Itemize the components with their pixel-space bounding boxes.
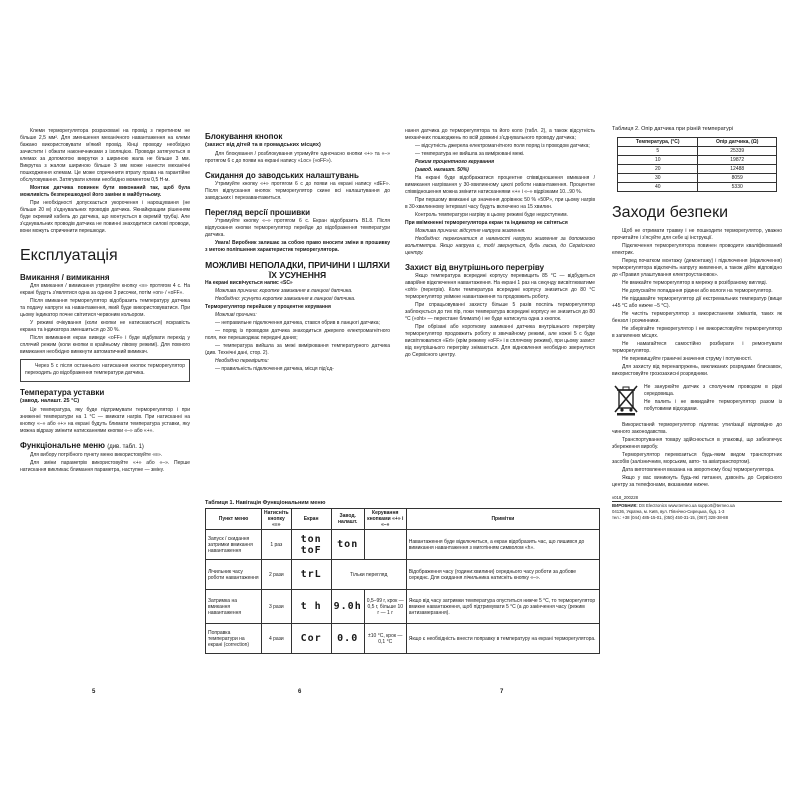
table-row <box>206 530 600 560</box>
col-header: Екран <box>291 509 331 530</box>
reset-paragraph: Утримуйте кнопку «+» протягом 6 с до появи на екрані напису «dEF». Після відпускання кнопок терморегулятор скине всі налаштування до заводських і перезавантажиться. <box>205 181 390 201</box>
disposal-text <box>644 384 782 414</box>
firmware-note: Увага! Виробник залишає за собою право вносити зміни в прошивку з метою поліпшення характеристик терморегулятора. <box>205 240 390 253</box>
overheat-paragraph: Якщо температура всередині корпусу перевищить 85 °C — відбудеться аварійне відключення навантаження. На екрані 1 раз на секунду висвітлюватиме «oht» (перегрів). Коли температура всередині корпусу знизиться до 80 °C терморегулятор увімкне навантаження та продовжить роботу. <box>405 273 595 300</box>
percent-mode-label: Режим процентного керування <box>415 159 495 165</box>
sensor-install-note: Монтаж датчика повинен бути виконаний так, щоб була можливість безперешкодної його заміни в майбутньому. <box>20 185 190 198</box>
safety-item: Терморегулятор перевозиться будь-яким видом транспортних засобів (залізничним, морським, авто- та авіатранспортом). <box>612 452 782 465</box>
heading-lock: Блокування кнопок <box>205 132 283 141</box>
safety-item: Не занурюйте датчик з сполучним проводом в рідкі середовища. <box>644 384 782 397</box>
fault-2-item: — температура вийшла за межі вимірювання температурного датчика (див. Технічні дані, стор. 2). <box>205 343 390 356</box>
cell-item: Затримка на вмикання навантаження <box>206 590 262 624</box>
segment-display: trL <box>300 569 322 580</box>
cell: 40 <box>618 183 698 192</box>
onoff-paragraph: Для вмикання / вимикання утримуйте кнопку «≡» протягом 4 с. На екрані будуть з'являтися одна за одною 3 рисочки, потім «on» / «oFF». <box>20 283 190 296</box>
cell-item: Поправка температури на екрані (correction) <box>206 624 262 654</box>
func-menu-sub: (див. табл. 1) <box>107 444 144 450</box>
safety-item: Щоб не отримати травму і не пошкодити терморегулятор, уважно прочитайте і з'ясуйте для себе ці інструкції. <box>612 228 782 241</box>
safety-item: Не зберігайте терморегулятор і не використовуйте терморегулятор в запилених місцях. <box>612 326 782 339</box>
percent-mode-paragraph: На екрані буде відображатися процентне співвідношення вмикання / вимикання нагрівання у 30-хвилинному циклі роботи навантаження. Процентне співвідношення можна змінити натисканнями «+» і «–» відрізками 10...90 %. <box>405 175 595 195</box>
page-number-7: 7 <box>500 689 504 695</box>
heading-func-menu <box>20 441 190 452</box>
cell-note: Якщо є необхідність внести поправку в температуру на екрані терморегулятора. <box>406 624 599 654</box>
table-row <box>206 590 600 624</box>
maker-info: DS Electronics www.terneo.ua support@terneo.ua <box>638 503 735 508</box>
cell: 25339 <box>698 147 777 156</box>
table-row <box>618 147 777 156</box>
cell-default: Тільки перегляд <box>331 560 406 590</box>
cell: 30 <box>618 174 698 183</box>
cell-default <box>331 530 364 560</box>
cell: 12488 <box>698 165 777 174</box>
table-row <box>618 174 777 183</box>
safety-item: Не чистіть терморегулятор з використанням хімікатів, таких як бензол і розчинники. <box>612 311 782 324</box>
col-header: Опір датчика, (Ω) <box>698 138 777 147</box>
cell-screen <box>291 624 331 654</box>
timeout-note-box <box>20 359 190 382</box>
safety-item: Перед початком монтажу (демонтажу) і підключення (відключення) терморегулятора відключіть напругу живлення, а також дійте відповідно до «Правил улаштування електроустановок». <box>612 258 782 278</box>
section-title-safety: Заходи безпеки <box>612 204 729 221</box>
cell-item: Запуск / скидання затримки вмикання навантаження <box>206 530 262 560</box>
percent-mode-paragraph: Контроль температури нагріву в цьому режимі буде недоступним. <box>415 212 568 218</box>
fault-2-title: Терморегулятор перейшов у процентне керування <box>205 304 331 310</box>
page-8 <box>612 126 782 521</box>
heading-overheat: Захист від внутрішнього перегріву <box>405 263 545 272</box>
sensor-extension-paragraph: При необхідності допускається укорочення і нарощування (не більше 20 м) з'єднувальних проводів датчика. Якнайкращим рішенням буде окремий кабель до датчика, що монтується в окремій трубці. Але з'єднувальних проводів датчика не повинні знаходитися силові проводи, вони можуть спричинити перешкоди. <box>20 200 190 234</box>
table-header-row <box>618 138 777 147</box>
fault-2-fix-item: — правильність підключення датчика, місця під'єд- <box>215 366 334 372</box>
safety-item: Транспортування товару здійснюється в упаковці, що забезпечує збереження виробу. <box>612 437 782 450</box>
segment-display: 0.0 <box>337 633 359 644</box>
func-menu-title: Функціональне меню <box>20 441 105 450</box>
segment-display: ton <box>337 539 359 550</box>
crossed-bin-icon <box>612 384 640 416</box>
table-row <box>618 183 777 192</box>
section-title-exploitation: Експлуатація <box>20 247 118 264</box>
table-1-caption: Таблиця 1. Навігація Функціональним меню <box>205 500 326 506</box>
maker-phones: тел.: +38 (044) 485-15-01, (050) 450-31-15, (067) 328-38-88 <box>612 515 728 520</box>
fault-3-title: При ввімкненні терморегулятора екран та індикатор не світяться <box>405 220 568 226</box>
percent-mode-paragraph: При першому вмиканні це значення дорівнює 50 % «50P», при цьому нагрів в 30-хвилинному інтервалі часу будуть включено на 15 хвилин. <box>405 197 595 210</box>
table-row <box>206 560 600 590</box>
safety-item: Не перевищуйте граничні значення струму і потужності. <box>622 356 752 362</box>
col-header: Примітки <box>406 509 599 530</box>
table-1 <box>205 508 600 654</box>
safety-item: Не піддавайте терморегулятор дії екстремальних температур (вище +45 °C або нижче –5 °C). <box>612 296 782 309</box>
cell: 20 <box>618 165 698 174</box>
page-number-6: 6 <box>298 689 302 695</box>
segment-display: ton <box>300 533 322 545</box>
cell-default <box>331 590 364 624</box>
table-row <box>618 156 777 165</box>
heading-firmware: Перегляд версії прошивки <box>205 208 311 217</box>
overheat-paragraph: При спрацьовуванні захисту більше 5 разів поспіль терморегулятор заблокується до тих пір, поки температура всередині корпусу не знизиться до 80 °C («oht» — перестане блимати) і не буде натиснута одна з кнопок. <box>405 302 595 322</box>
percent-mode-sub: (завод. налашт. 50%) <box>415 167 469 173</box>
cell-screen <box>291 590 331 624</box>
safety-item: Не вмикайте терморегулятор в мережу в розібраному вигляді. <box>622 280 768 286</box>
cell-screen <box>291 560 331 590</box>
fault-2-continued: — відсутність джерела електромагнітного поля поряд із проводом датчика; <box>415 143 590 149</box>
segment-display: toF <box>300 544 322 556</box>
col-header: Натисніть кнопку «≡» <box>262 509 292 530</box>
firmware-paragraph: Утримуйте кнопку «–» протягом 6 с. Екран відобразить B1.8. Після відпускання кнопки терморегулятор перейде до відображення температури датчика. <box>205 218 390 238</box>
segment-display: t h <box>300 601 322 612</box>
page-5 <box>20 128 190 475</box>
onoff-paragraph: Після вмикання терморегулятор відобразить температуру датчика та подачу напруги на навантаження, який буде використовуватися. При цьому індикатор почне світитися червоним кольором. <box>20 298 190 318</box>
doc-code: v018_200228 <box>612 495 639 500</box>
maker-line <box>612 501 782 509</box>
segment-display: Cor <box>300 633 322 644</box>
cell-press: 4 рази <box>262 624 292 654</box>
fault-2-cause: Можливі причини: <box>215 312 257 318</box>
col-header: Пункт меню <box>206 509 262 530</box>
disposal-block <box>612 384 782 416</box>
fault-3-cause: Можлива причина: відсутня напруга живлення. <box>415 228 526 234</box>
menu-navigation-table <box>205 500 600 654</box>
cell: 8059 <box>698 174 777 183</box>
cell-default <box>331 624 364 654</box>
setpoint-default: (завод. налашт. 25 °C) <box>20 398 80 404</box>
fault-1-cause: Можлива причина: коротке замикання в ланцюгі датчика. <box>215 288 353 294</box>
safety-item: Використаний терморегулятор підлягає утилізації відповідно до чинного законодавства. <box>612 422 782 435</box>
col-header: Температура, (°C) <box>618 138 698 147</box>
cell-screen <box>291 530 331 560</box>
fault-2-continued: нання датчика до терморегулятора та його коло (табл. 2), а також відсутність механічних пошкоджень по всій довжині з'єднувального проводу датчика; <box>405 128 595 141</box>
func-paragraph: Для зміни параметрів використовуйте «+» або «–». Перше натискання викликає блимання параметра, наступне — зміну. <box>20 460 190 473</box>
func-paragraph: Для вибору потрібного пункту меню використовуйте «≡». <box>30 452 163 458</box>
sensor-resistance-table <box>617 137 777 192</box>
safety-item: Для захисту від перенапружень, викликаних розрядами блискавок, використовуйте грозозахисні розрядники. <box>612 364 782 377</box>
safety-item: Не палить і не викидайте терморегулятор разом із побутовими відходами. <box>644 399 782 412</box>
col-header: Керування кнопками «+» і «–» <box>364 509 406 530</box>
cell: 19872 <box>698 156 777 165</box>
fault-2-continued: — температура не вийшла за вимірювані межі. <box>415 151 525 157</box>
maker-address: 04136, Україна, м. Київ, вул. Північно-Сирецька, буд. 1-3 <box>612 509 725 514</box>
wiring-paragraph: Клеми терморегулятора розраховані на провід з перетином не більше 2,5 мм². Для зменшення механічного навантаження на клеми бажано використовувати м'який провід. Кінці проводу необхідно зачистити і обжати наконечниками з ізоляцією. Проводи затягуються в клемах за допомогою викрутки з шириною жала не більше 3 мм. Викрутка з жалом шириною більше 3 мм може нанести механічні пошкодження клемам. Це може спричинити втрату права на гарантійне обслуговування. Затягувати клеми необхідно моментом 0,5 Н·м. <box>20 128 190 183</box>
onoff-paragraph: Після вимикання екран виведе «oFF» і буде відбувати перехід у сплячий режим (коли кнопки в крайньому лівому режимі). Для повного вимикання необхідно вимкнути автоматичний вимикач. <box>20 335 190 355</box>
fault-1-title: На екрані висвічується напис «SC» <box>205 280 293 286</box>
safety-item: Не допускайте попадання рідини або вологи на терморегулятор. <box>622 288 773 294</box>
table-row <box>618 165 777 174</box>
cell: 5 <box>618 147 698 156</box>
fault-2-fix: Необхідно перевірити: <box>215 358 269 364</box>
table-row <box>206 624 600 654</box>
onoff-paragraph: У режимі очікування (коли кнопки не натискаються) яскравість екрана та індикатора зменшиться до 30 %. <box>20 320 190 333</box>
fault-3-fix: Необхідно: переконатися в наявності напруги живлення за допомогою вольтметра. Якщо напруга є, тоді звернуться, будь ласка, до Сервісного центру. <box>405 236 595 256</box>
table-header-row <box>206 509 600 530</box>
cell-ctrl: ±10 °C, крок — 0,1 °C <box>364 624 406 654</box>
cell-note: Відображення часу (години:хвилини) середнього часу роботи за добове середнє. Для скидання лічильника натисніть кнопку «–». <box>406 560 599 590</box>
cell-ctrl: 0,5–99 г, крок — 0,5 г, більше 10 г — 1 г <box>364 590 406 624</box>
heading-onoff: Вмикання / вимикання <box>20 273 110 282</box>
col-header: Завод. налашт. <box>331 509 364 530</box>
cell-press: 1 раз <box>262 530 292 560</box>
setpoint-paragraph: Це температура, яку буде підтримувати терморегулятор і при зниженні температури на 1 °C — вмикати нагрів. При натисканні на кнопку «–» або «+» на екрані будуть блимати температура уставки, яку можна відразу змінити натисканнями кнопки «–» або «+». <box>20 407 190 434</box>
fault-2-item: — поряд із проводом датчика знаходиться джерело електромагнітного поля, яке перешкоджає передачі даних; <box>205 328 390 341</box>
lock-paragraph: Для блокування / розблокування утримуйте одночасно кнопки «+» та «–» протягом 6 с до появи на екрані напису «Loc» («oFF»). <box>205 151 390 164</box>
timeout-note: Через 5 с після останнього натискання кнопок терморегулятор переходить до відображення температури датчика. <box>25 363 185 376</box>
safety-item: Дата виготовлення вказана на зворотному боці терморегулятора. <box>622 467 775 473</box>
cell-ctrl <box>364 530 406 560</box>
heading-faults: МОЖЛИВІ НЕПОЛАДКИ, ПРИЧИНИ І ШЛЯХИ ЇХ УСУНЕННЯ <box>205 260 390 280</box>
heading-setpoint: Температура уставки <box>20 388 105 397</box>
cell-press: 2 рази <box>262 560 292 590</box>
table-2-caption: Таблиця 2. Опір датчика при різній температурі <box>612 126 734 132</box>
page-7 <box>405 128 595 360</box>
fault-2-item: — неправильне підключення датчика, стався обрив в ланцюгі датчика; <box>215 320 380 326</box>
cell: 5330 <box>698 183 777 192</box>
cell: 10 <box>618 156 698 165</box>
page-6 <box>205 128 390 374</box>
segment-display: 9.0h <box>333 601 362 612</box>
page-number-5: 5 <box>92 689 96 695</box>
safety-item: Не намагайтеся самостійно розбирати і ремонтувати терморегулятор. <box>612 341 782 354</box>
overheat-paragraph: При обрізані або короткому замиканні датчика внутрішнього перегріву терморегулятор продовжить роботу в звичайному режимі, але кожні 5 с буде висвітлюватися «Ert» (крім режиму «oFF» і в сплячому режимі), при цьому захист від внутрішнього перегріву знімаються. Для відновлення необхідно звернутися до Сервісного центру. <box>405 324 595 358</box>
lock-sub: (захист від дітей та в громадських місцях) <box>205 142 321 148</box>
safety-item: Якщо у вас виникнуть будь-які питання, дзвоніть до Сервісного центру за телефонами, вказаними нижче. <box>612 475 782 488</box>
cell-note: Якщо від часу затримки температура опуститься нижче 5 °C, то терморегулятор вмикне навантаження, щоб підтримувати 5 °C (а до закінчення часу (режим антизамерзання). <box>406 590 599 624</box>
fault-1-fix: Необхідно: усунути коротке замикання в ланцюгі датчика. <box>215 296 356 302</box>
cell-note: Навантаження буде відключиться, а екран відобразить час, що лишився до вимикання навантаження з миготінням символом «h». <box>406 530 599 560</box>
safety-item: Підключення терморегулятора повинен проводити кваліфікований електрик. <box>612 243 782 256</box>
cell-item: Лічильник часу роботи навантаження <box>206 560 262 590</box>
heading-reset: Скидання до заводських налаштувань <box>205 171 359 180</box>
maker-label: ВИРОБНИК: <box>612 503 638 508</box>
cell-press: 3 рази <box>262 590 292 624</box>
